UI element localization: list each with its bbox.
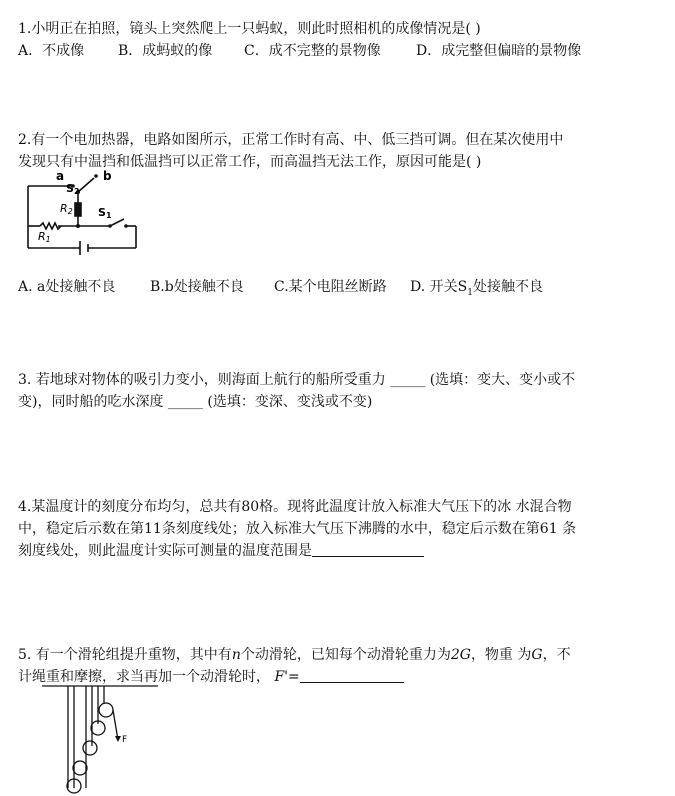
- q2-option-a: A. a处接触不良: [18, 279, 116, 295]
- q2-option-b: B.b处接触不良: [150, 279, 244, 295]
- question-5: [18, 644, 658, 688]
- pulley-diagram: [40, 684, 170, 796]
- question-3-line-2: 变)，同时船的吃水深度 _____ (选填：变深、变浅或不变): [18, 394, 373, 410]
- option-d: D．成完整但偏暗的景物像: [416, 43, 582, 59]
- option-b: B．成蚂蚁的像: [118, 43, 213, 59]
- question-2: [18, 129, 658, 173]
- q2-option-d: D. 开关$S_1$处接触不良: [410, 279, 543, 298]
- q2-option-c: C.某个电阻丝断路: [274, 279, 387, 295]
- question-4-line-3: 刻度线处，则此温度计实际可测量的温度范围是: [18, 540, 658, 562]
- question-5-line-1: 5. 有一个滑轮组提升重物，其中有n个动滑轮，已知每个动滑轮重力为2G，物重 为G，不: [18, 647, 571, 663]
- question-3: [18, 369, 658, 413]
- circuit-label-b: b: [103, 169, 112, 183]
- circuit-label-s1: S1: [98, 206, 112, 220]
- question-1-options: [18, 40, 658, 62]
- circuit-label-r2: R2: [60, 202, 73, 216]
- answer-blank[interactable]: [312, 542, 424, 557]
- question-4-line-2: 中，稳定后示数在第11条刻度线处；放入标准大气压下沸腾的水中，稳定后示数在第61 条: [18, 521, 577, 537]
- question-2-options: [18, 276, 658, 304]
- circuit-label-s2: S2: [66, 182, 80, 196]
- question-1-stem: 1.小明正在拍照，镜头上突然爬上一只蚂蚁，则此时照相机的成像情况是( ): [18, 21, 481, 37]
- pulley-label-f: F: [122, 735, 128, 745]
- answer-blank-f[interactable]: [300, 668, 404, 683]
- question-1: [18, 18, 658, 62]
- question-2-stem-line-2: 发现只有中温挡和低温挡可以正常工作，而高温挡无法工作，原因可能是( ): [18, 154, 482, 170]
- circuit-label-r1: R1: [38, 230, 51, 244]
- option-c: C．成不完整的景物像: [244, 43, 381, 59]
- circuit-label-a: a: [56, 169, 65, 183]
- circuit-diagram: [18, 168, 168, 260]
- question-5-line-2: 计绳重和摩擦，求当再加一个动滑轮时， F'=: [18, 666, 658, 688]
- question-3-line-1: 3. 若地球对物体的吸引力变小，则海面上航行的船所受重力 _____ (选填：变大、变小或不: [18, 372, 576, 388]
- question-4: [18, 496, 658, 562]
- option-a: A．不成像: [18, 43, 85, 59]
- question-2-stem-line-1: 2.有一个电加热器，电路如图所示，正常工作时有高、中、低三挡可调。但在某次使用中: [18, 132, 564, 148]
- question-4-line-1: 4.某温度计的刻度分布均匀，总共有80格。现将此温度计放入标准大气压下的冰 水混合物: [18, 499, 572, 515]
